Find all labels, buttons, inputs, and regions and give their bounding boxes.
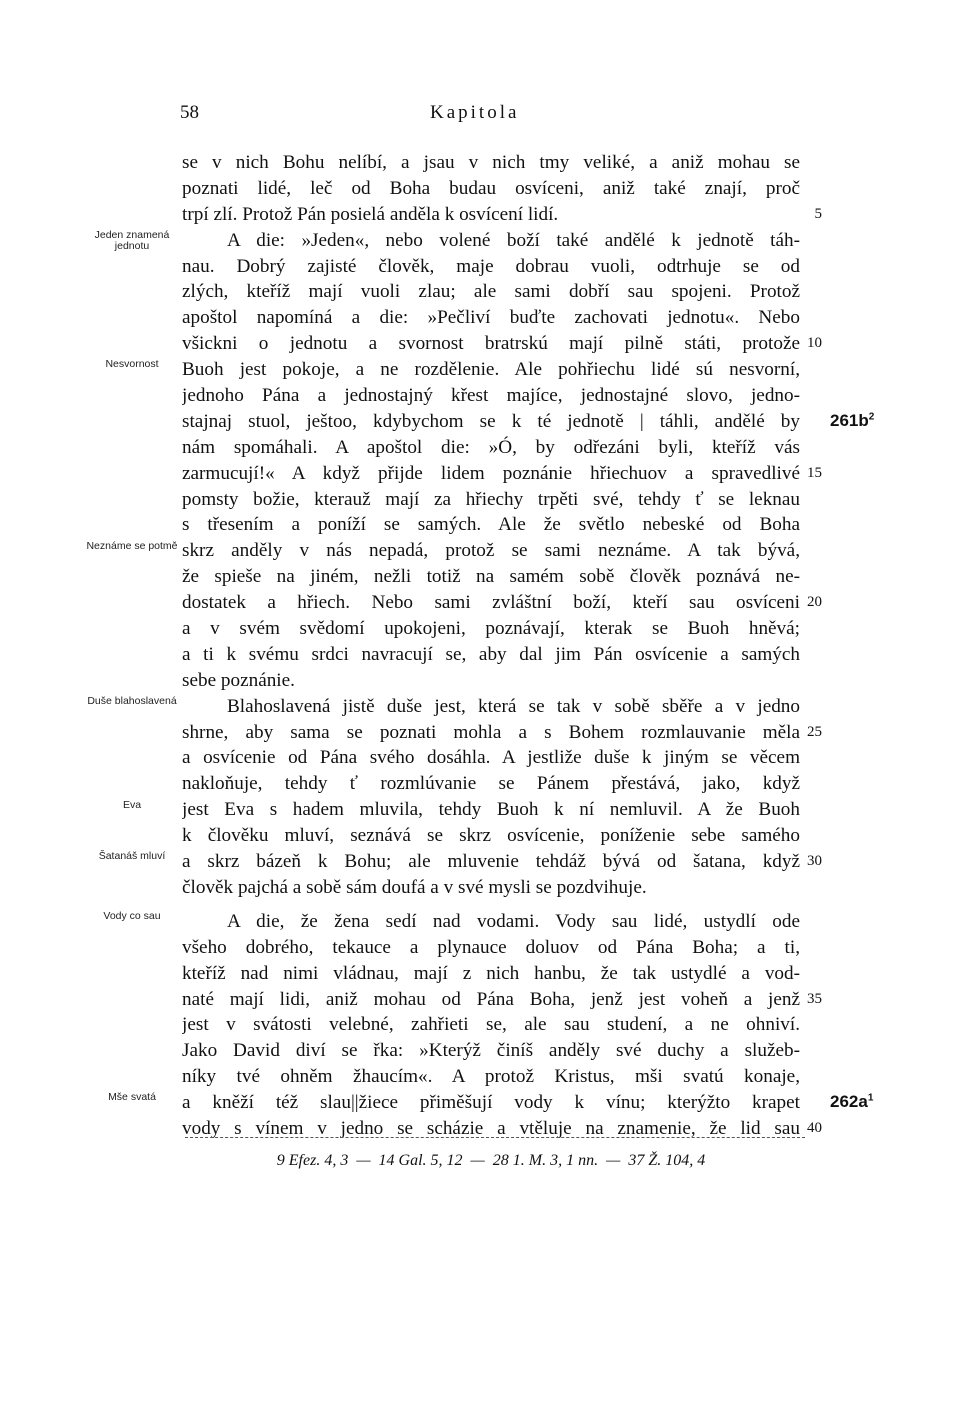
line-number: 35 <box>807 990 822 1007</box>
margin-note: Neznáme se potmě <box>86 539 178 552</box>
text-line: jest v svátosti velebné, zahřieti se, ale sau studení, a ne ohniví. <box>182 1014 800 1036</box>
margin-note: Duše blahoslavená <box>87 694 177 707</box>
text-line: skrz anděly v nás nepadá, protož se sami neznáme. A tak bývá, <box>182 540 800 562</box>
margin-note: Šatanáš mluví <box>98 850 166 863</box>
page-number: 58 <box>180 102 199 123</box>
line-number: 15 <box>807 464 822 481</box>
folio-marker <box>830 1092 873 1112</box>
text-line: sebe poznánie. <box>182 669 295 691</box>
text-line: nám spomáhali. A apoštol die: »Ó, by odřezáni byli, kteříž vás <box>182 436 800 458</box>
text-line: shrne, aby sama se poznati mohla a s Bohem rozmlauvanie měla <box>182 721 800 743</box>
text-line: Blahoslavená jistě duše jest, která se tak v sobě sběře a v jedno <box>227 695 800 717</box>
text-line: apoštol napomíná a die: »Pečliví buďte zachovati jednotu«. Nebo <box>182 307 800 329</box>
text-line: A die: »Jeden«, nebo volené boží také andělé k jednotě táh- <box>227 229 800 251</box>
text-line: a skrz bázeň k Bohu; ale mluvenie tehdáž bývá od šatana, když <box>182 851 800 873</box>
text-line: a v svém svědomí upokojeni, poznávají, kterak se Buoh hněvá; <box>182 618 800 640</box>
text-line: zlých, kteříž mají vuoli zlau; ale sami dobří sau spojeni. Protož <box>182 281 800 303</box>
page-header <box>0 102 960 132</box>
folio-column: 2 <box>868 411 875 423</box>
margin-note: Mše svatá <box>108 1091 156 1104</box>
folio-label: 261b <box>830 411 869 430</box>
text-line: a ti k svému srdci navracují se, aby dal jim Pán osvícenie a samých <box>182 643 800 665</box>
paragraph-gap <box>182 901 800 909</box>
text-line: poznati lidé, leč od Boha budau osvíceni, aniž také znají, proč <box>182 177 800 199</box>
text-line: vody s vínem v jedno se scházie a vtěluje na znamenie, že lid sau <box>182 1117 800 1139</box>
text-line: dostatek a hřiech. Nebo sami zvláštní boží, kteří sau osvíceni <box>182 592 800 614</box>
text-line: že spieše na jiném, nežli totiž na samém sobě člověk poznává ne- <box>182 566 800 588</box>
text-line: A die, že žena sedí nad vodami. Vody sau lidé, ustydlí ode <box>227 910 800 932</box>
folio-column: 1 <box>867 1092 874 1104</box>
text-line: Buoh jest pokoje, a ne rozdělenie. Ale pohřiechu lidé sú nesvorní, <box>182 359 800 381</box>
text-line: nau. Dobrý zajisté člověk, maje dobrau vuoli, odtrhuje se od <box>182 255 800 277</box>
text-line: všeho dobrého, tekauce a plynauce doluov od Pána Boha; a ti, <box>182 936 800 958</box>
text-line: s třesením a poníží se samých. Ale že světlo nebeské od Boha <box>182 514 800 536</box>
line-number: 40 <box>807 1120 822 1137</box>
margin-note: Nesvornost <box>105 358 159 371</box>
text-line: Jako David diví se řka: »Kterýž činíš anděly své duchy a služeb- <box>182 1040 800 1062</box>
main-text <box>182 150 800 1142</box>
text-line: kteříž nad nimi vládnau, mají z nich hanbu, že tak ustydlé a vod- <box>182 962 800 984</box>
margin-note: Vody co sau <box>103 910 161 923</box>
text-line: k člověku mluví, seznává se skrz osvícenie, poníženie sebe samého <box>182 825 800 847</box>
line-number: 5 <box>814 205 822 222</box>
text-line: stajnaj stuol, ještoo, kdybychom se k té jednotě | táhli, andělé by <box>182 410 800 432</box>
line-number: 30 <box>807 853 822 870</box>
text-line: zarmucují!« A když přijde lidem poznánie hřiechuov a spravedlivé <box>182 462 800 484</box>
text-line: jednoho Pána a jednostajný křest majíce, jednostajné slovo, jedno- <box>182 385 800 407</box>
line-number: 20 <box>807 594 822 611</box>
text-line: naté mají lidi, aniž mohau od Pána Boha, jenž jest voheň a jenž <box>182 988 800 1010</box>
folio-label: 262a <box>830 1092 868 1112</box>
running-title: Kapitola <box>430 102 520 123</box>
text-line: člověk pajchá a sobě sám doufá a v své mysli se pozdvihuje. <box>182 876 647 898</box>
text-line: níky tvé ohněm žhaucím«. A protož Kristus, mši svatú konaje, <box>182 1066 800 1088</box>
footnote-rule <box>185 1137 805 1138</box>
text-line: jest Eva s hadem mluvila, tehdy Buoh k ní nemluvil. A že Buoh <box>182 799 800 821</box>
text-line: pomsty božie, kterauž mají za hřiechy trpěti své, tehdy ť se leknau <box>182 488 800 510</box>
line-number: 10 <box>807 335 822 352</box>
footnotes: 9 Efez. 4, 3 — 14 Gal. 5, 12 — 28 1. M. 3, 1 nn. — 37 Ž. 104, 4 <box>276 1152 706 1169</box>
text-line: nakloňuje, tehdy ť rozmlúvanie se Pánem přestává, jako, když <box>182 773 800 795</box>
margin-note: Eva <box>122 798 142 811</box>
text-line: a osvícenie od Pána svého dosáhla. A jestliže duše k jiným se věcem <box>182 747 800 769</box>
text-line: a kněží též slau||žiece přiměšují vody k vínu; kterýžto krapet <box>182 1092 800 1114</box>
text-line: trpí zlí. Protož Pán posielá anděla k osvícení lidí. <box>182 203 559 225</box>
folio-marker <box>830 411 874 431</box>
text-line: se v nich Bohu nelíbí, a jsau v nich tmy veliké, a aniž mohau se <box>182 152 800 173</box>
text-line: všickni o jednotu a svornost bratrskú mají pilně státi, protože <box>182 333 800 355</box>
margin-note: Jeden znamená jednotu <box>94 228 170 252</box>
line-number: 25 <box>807 723 822 740</box>
